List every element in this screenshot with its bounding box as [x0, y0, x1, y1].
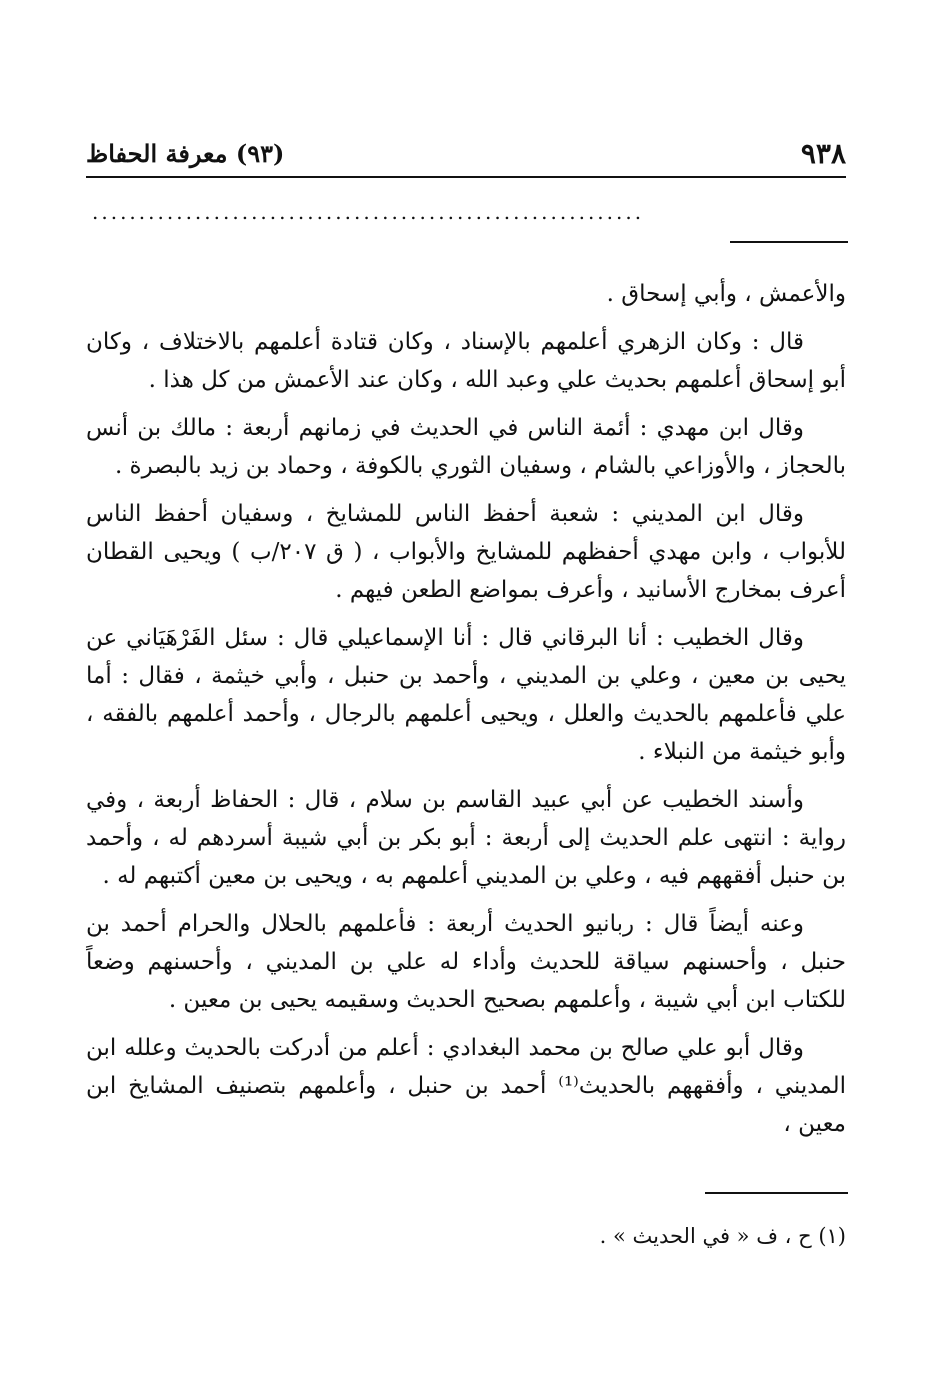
footnote: (١) ح ، ف « في الحديث » .	[599, 1224, 846, 1248]
paragraph-1: والأعمش ، وأبي إسحاق .	[606, 281, 846, 307]
running-title: (٩٣) معرفة الحفاظ	[86, 138, 285, 168]
paragraph-4: وقال ابن المديني : شعبة أحفظ الناس للمشايخ ، وسفيان أحفظ الناس للأبواب ، وابن مهدي أحفظهم للمشايخ والأبواب ، ( ق ٢٠٧/ب ) ويحيى القطان أعرف بمخارج الأسانيد ، وأعرف بمواضع الطعن فيهم .	[86, 501, 846, 603]
dotted-separator: ...........................................................	[92, 200, 645, 224]
body-text	[86, 275, 846, 1153]
paragraph-7: وعنه أيضاً قال : ربانيو الحديث أربعة : فأعلمهم بالحلال والحرام أحمد بن حنبل ، وأحسنهم سياقة للحديث وأداء له علي بن المديني ، وأحسنهم وضعاً للكتاب ابن أبي شيبة ، وأعلمهم بصحيح الحديث وسقيمه يحيى بن معين .	[86, 911, 846, 1013]
page-header	[86, 133, 846, 173]
paragraph-5: وقال الخطيب : أنا البرقاني قال : أنا الإسماعيلي قال : سئل الفَرْهَيَاني عن يحيى بن معين ، وعلي بن المديني ، وأحمد بن حنبل ، وأبي خيثمة ، فقال : أما علي فأعلمهم بالحديث والعلل ، ويحيى أعلمهم بالرجال ، وأحمد أعلمهم بالفقه ، وأبو خيثمة من النبلاء .	[86, 625, 846, 765]
page-number: ٩٣٨	[800, 136, 846, 170]
paragraph-6: وأسند الخطيب عن أبي عبيد القاسم بن سلام ، قال : الحفاظ أربعة ، وفي رواية : انتهى علم الحديث إلى أربعة : أبو بكر بن أبي شيبة أسردهم له ، وأحمد بن حنبل أفقههم فيه ، وعلي بن المديني أعلمهم به ، ويحيى بن معين أكتبهم له .	[86, 787, 846, 889]
paragraph-3: وقال ابن مهدي : أئمة الناس في الحديث في زمانهم أربعة : مالك بن أنس بالحجاز ، والأوزاعي بالشام ، وسفيان الثوري بالكوفة ، وحماد بن زيد بالبصرة .	[86, 415, 846, 479]
short-rule	[730, 241, 848, 243]
footnote-rule	[705, 1192, 848, 1194]
paragraph-2: قال : وكان الزهري أعلمهم بالإسناد ، وكان قتادة أعلمهم بالاختلاف ، وكان أبو إسحاق أعلمهم بحديث علي وعبد الله ، وكان عند الأعمش من كل هذا .	[86, 329, 846, 393]
paragraph-8: وقال أبو علي صالح بن محمد البغدادي : أعلم من أدركت بالحديث وعلله ابن المديني ، وأفقههم بالحديث⁽¹⁾ أحمد بن حنبل ، وأعلمهم بتصنيف المشايخ ابن معين ،	[86, 1035, 846, 1137]
header-rule	[86, 176, 846, 178]
